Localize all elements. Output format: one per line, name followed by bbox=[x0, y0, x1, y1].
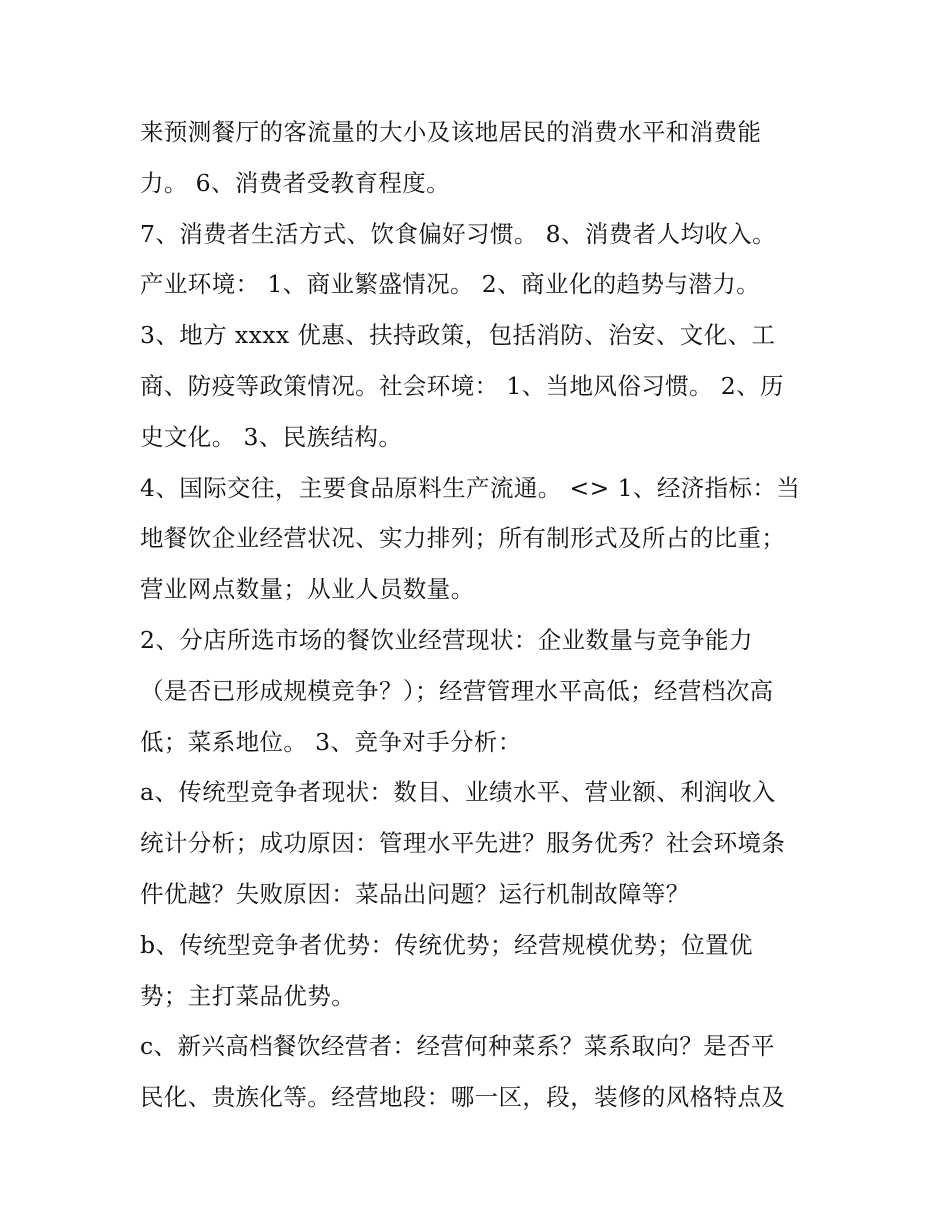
text-line: 低；菜系地位。 3、竞争对手分析： bbox=[140, 727, 522, 756]
text-line: 营业网点数量；从业人员数量。 bbox=[140, 575, 475, 604]
text-line: 商、防疫等政策情况。社会环境： 1、当地风俗习惯。 2、历 bbox=[140, 371, 784, 400]
text-line: 3、地方 xxxx 优惠、扶持政策，包括消防、治安、文化、工 bbox=[140, 321, 776, 350]
text-line: 产业环境： 1、商业繁盛情况。 2、商业化的趋势与潜力。 bbox=[140, 270, 761, 299]
text-line: 7、消费者生活方式、饮食偏好习惯。 8、消费者人均收入。 bbox=[140, 219, 777, 248]
text-line: b、传统型竞争者优势：传统优势；经营规模优势；位置优 bbox=[140, 930, 753, 959]
text-line: 件优越？失败原因：菜品出问题？运行机制故障等？ bbox=[140, 879, 690, 908]
text-line: 民化、贵族化等。经营地段：哪一区，段，装修的风格特点及 bbox=[140, 1083, 786, 1112]
text-line: 势；主打菜品优势。 bbox=[140, 981, 356, 1010]
text-line: （是否已形成规模竞争？）；经营管理水平高低；经营档次高 bbox=[140, 676, 774, 705]
text-line: 统计分析；成功原因：管理水平先进？服务优秀？社会环境条 bbox=[140, 829, 786, 858]
text-line: 史文化。 3、民族结构。 bbox=[140, 422, 403, 451]
body-text bbox=[140, 107, 830, 1123]
text-line: c、新兴高档餐饮经营者：经营何种菜系？菜系取向？是否平 bbox=[140, 1032, 775, 1061]
text-line: 来预测餐厅的客流量的大小及该地居民的消费水平和消费能 bbox=[140, 118, 762, 146]
text-line: 地餐饮企业经营状况、实力排列；所有制形式及所占的比重； bbox=[140, 524, 786, 553]
text-line: 力。 6、消费者受教育程度。 bbox=[140, 168, 451, 197]
text-line: 4、国际交往，主要食品原料生产流通。 <> 1、经济指标：当 bbox=[140, 473, 801, 502]
text-line: a、传统型竞争者现状：数目、业绩水平、营业额、利润收入 bbox=[140, 778, 776, 807]
text-line: 2、分店所选市场的餐饮业经营现状：企业数量与竞争能力 bbox=[140, 625, 753, 654]
